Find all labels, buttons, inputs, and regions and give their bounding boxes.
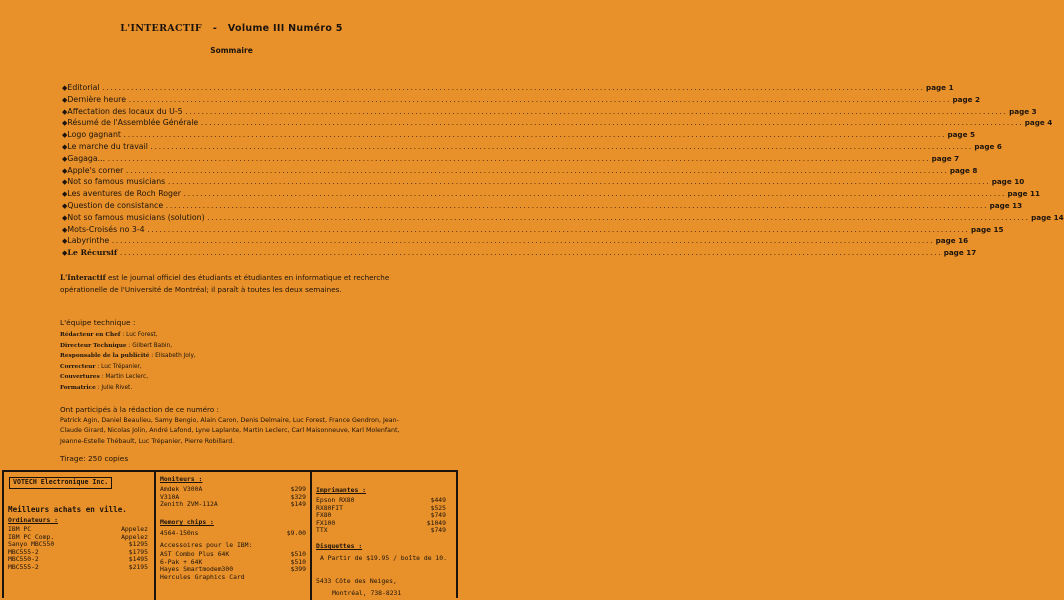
ad-product-price: $1495 <box>128 555 148 564</box>
toc-leader-dots: ........................................................................................................................................................................................................ <box>184 108 1008 116</box>
toc-item-page: page 11 <box>1007 189 1040 199</box>
team-name: : Gilbert Babin, <box>128 342 173 349</box>
toc-item-title: Not so famous musicians (solution) <box>67 212 205 222</box>
diamond-bullet-icon: ◆ <box>62 131 68 140</box>
team-role: Correcteur <box>60 363 96 370</box>
toc-item-title: Mots-Croisés no 3-4 <box>67 224 145 234</box>
ad-product-name: AST Combo Plus 64K <box>160 550 230 558</box>
ad-accessoires-list <box>160 551 306 581</box>
diamond-bullet-icon: ◆ <box>62 190 68 199</box>
ad-product-name: IBM PC <box>8 525 32 533</box>
ad-imprimantes-list <box>316 497 446 535</box>
toc-item <box>62 153 960 165</box>
toc-leader-dots: ........................................................................................................................................................................................................ <box>128 96 951 104</box>
ad-product-price: $749 <box>430 526 446 535</box>
team-member <box>60 383 196 394</box>
ad-product-price: Appelez <box>121 525 148 533</box>
toc-leader-dots: ........................................................................................................................................................................................................ <box>149 143 973 151</box>
ad-product-price: $1295 <box>128 540 148 549</box>
ad-product-name: FX100 <box>316 518 336 527</box>
team-role: Couvertures <box>60 374 100 381</box>
intro-paragraph <box>60 272 420 296</box>
ad-address: 5433 Côte des Neiges, <box>316 577 397 585</box>
ad-product-row <box>160 486 306 494</box>
toc-item-page: page 3 <box>1009 106 1037 116</box>
toc-item-title: Le marche du travail <box>67 141 148 151</box>
toc-item <box>62 212 1064 224</box>
ad-product-name: MBC555-2 <box>8 547 39 556</box>
diamond-bullet-icon: ◆ <box>62 95 68 104</box>
table-of-contents <box>62 82 1064 259</box>
toc-item-title: Affectation des locaux du U-5 <box>67 106 183 116</box>
toc-item-page: page 7 <box>931 153 960 163</box>
toc-item-page: page 17 <box>943 248 977 258</box>
toc-item-title: Apple's corner <box>67 165 124 175</box>
toc-item-page: page 16 <box>935 236 969 246</box>
ad-slogan: Meilleurs achats en ville. <box>8 505 127 514</box>
ad-product-name: RX80FIT <box>316 503 343 512</box>
diamond-bullet-icon: ◆ <box>62 107 68 116</box>
ad-product-row <box>160 501 306 509</box>
ad-disquettes-text: A Partir de $19.95 / boîte de 10. <box>320 554 447 562</box>
toc-leader-dots: ........................................................................................................................................................................................................ <box>125 167 948 175</box>
ad-divider-right <box>310 472 312 600</box>
ad-product-row <box>316 520 446 528</box>
team-member <box>60 362 196 373</box>
toc-item-title: Labyrinthe <box>67 236 110 246</box>
toc-item-page: page 8 <box>949 165 978 175</box>
toc-item-title: Gagaga... <box>67 153 106 163</box>
ad-product-price: $749 <box>430 511 446 520</box>
toc-leader-dots: ........................................................................................................................................................................................................ <box>165 202 988 210</box>
team-member <box>60 351 196 362</box>
ad-ordinateurs-title: Ordinateurs : <box>8 516 59 524</box>
diamond-bullet-icon: ◆ <box>62 178 68 187</box>
votech-advertisement <box>2 470 458 598</box>
toc-item-page: page 5 <box>947 130 975 140</box>
ad-product-name: Epson RX80 <box>316 496 355 504</box>
ad-divider-left <box>154 472 156 600</box>
ad-product-name: FX80 <box>316 511 332 520</box>
toc-item <box>62 165 978 177</box>
ad-product-row <box>316 527 446 535</box>
toc-leader-dots: ........................................................................................................................................................................................................ <box>167 179 990 187</box>
diamond-bullet-icon: ◆ <box>62 166 68 175</box>
ad-product-row <box>160 530 306 538</box>
team-member <box>60 330 196 341</box>
toc-item-title: Dernière heure <box>67 94 126 104</box>
toc-item-page: page 15 <box>971 224 1004 234</box>
ad-product-row <box>316 505 446 513</box>
ad-product-price: $1795 <box>128 547 148 556</box>
toc-item-page: page 13 <box>989 200 1023 210</box>
team-role: Rédacteur en Chef <box>60 332 121 338</box>
ad-product-price: $399 <box>290 565 306 574</box>
team-member <box>60 341 196 352</box>
toc-item-page: page 1 <box>926 83 954 92</box>
ad-product-name: TTX <box>316 526 328 535</box>
toc-item <box>62 224 1004 236</box>
toc-item-page: page 6 <box>974 141 1002 151</box>
team-role: Directeur Technique <box>60 342 127 349</box>
toc-item-page: page 2 <box>952 94 980 104</box>
toc-leader-dots: ........................................................................................................................................................................................................ <box>206 214 1030 222</box>
ad-product-name: IBM PC Comp. <box>8 532 55 541</box>
toc-item-page: page 14 <box>1031 212 1064 222</box>
ad-accessoires-title: Accessoires pour le IBM: <box>160 541 253 549</box>
ad-product-name: V310A <box>160 492 180 501</box>
header-separator: - <box>212 23 218 34</box>
team-name: : Martin Leclerc, <box>101 374 149 381</box>
ad-ordinateurs-list <box>8 526 148 572</box>
toc-leader-dots: ........................................................................................................................................................................................................ <box>107 155 930 163</box>
ad-moniteurs-title: Moniteurs : <box>160 475 203 483</box>
contributors-list: Patrick Agin, Daniel Beaulieu, Samy Bengio, Alain Caron, Denis Delmaire, Luc Forest, France Gendron, Jean-Claude Girard, Nicolas Jolin, André Lafond, Lyne Laplante, Martin Leclerc, Carl Maisonneuve, Karl Molenfant, Jeanne-Estelle Thébault, Luc Trépanier, Pierre Robillard. <box>60 417 400 445</box>
team-member <box>60 372 196 383</box>
ad-disquettes-title: Disquettes : <box>316 542 363 550</box>
toc-item <box>62 94 980 106</box>
page-header <box>0 23 463 34</box>
volume-label: Volume III Numéro 5 <box>227 23 343 34</box>
toc-item <box>62 141 1002 153</box>
ad-product-price: $2195 <box>128 562 148 571</box>
toc-leader-dots: ........................................................................................................................................................................................................ <box>183 191 1006 199</box>
publication-name: L'INTERACTIF <box>120 23 202 34</box>
toc-item-title: Le Récursif <box>67 248 118 258</box>
toc-item <box>62 129 975 141</box>
ad-product-price: $299 <box>290 485 306 493</box>
ad-moniteurs-list <box>160 486 306 509</box>
diamond-bullet-icon: ◆ <box>62 213 68 222</box>
diamond-bullet-icon: ◆ <box>62 225 68 234</box>
toc-leader-dots: ........................................................................................................................................................................................................ <box>111 238 934 246</box>
ad-product-price: $9.00 <box>286 529 306 537</box>
ad-product-price: $510 <box>290 557 306 566</box>
toc-leader-dots: ........................................................................................................................................................................................................ <box>122 132 946 140</box>
ad-product-name: MBC550-2 <box>8 555 39 564</box>
ad-product-price: $329 <box>290 492 306 501</box>
diamond-bullet-icon: ◆ <box>62 142 68 151</box>
diamond-bullet-icon: ◆ <box>62 154 68 163</box>
toc-item-title: Résumé de l'Assemblée Générale <box>67 118 199 128</box>
team-name: : Luc Forest, <box>122 332 158 338</box>
team-name: : Luc Trépanier, <box>97 363 142 370</box>
team-title: L'équipe technique : <box>60 318 136 327</box>
print-run: Tirage: 250 copies <box>60 454 129 463</box>
intro-text: est le journal officiel des étudiants et étudiantes en informatique et recherche opérationelle de l'Université de Montréal; il paraît à toutes les deux semaines. <box>60 273 390 294</box>
team-name: : Julie Rivet. <box>97 384 133 391</box>
diamond-bullet-icon: ◆ <box>62 249 68 258</box>
ad-product-price: $449 <box>430 496 446 504</box>
toc-item <box>62 117 1053 129</box>
ad-product-name: Hayes Smartmodem300 <box>160 565 234 574</box>
contributors-title: Ont participés à la rédaction de ce numéro : <box>60 405 219 414</box>
ad-imprimantes-title: Imprimantes : <box>316 486 367 494</box>
toc-item <box>62 188 1040 200</box>
toc-item <box>62 82 954 94</box>
team-list <box>60 330 196 394</box>
diamond-bullet-icon: ◆ <box>62 237 68 246</box>
ad-memory-title: Memory chips : <box>160 518 214 526</box>
toc-item <box>62 200 1023 212</box>
ad-product-price: $1049 <box>426 518 446 527</box>
toc-item <box>62 235 969 247</box>
diamond-bullet-icon: ◆ <box>62 119 68 128</box>
ad-product-name: Hercules Graphics Card <box>160 572 245 581</box>
toc-leader-dots: ........................................................................................................................................................................................................ <box>200 120 1023 128</box>
ad-product-row <box>160 574 306 582</box>
toc-leader-dots: ........................................................................................................................................................................................................ <box>146 226 970 234</box>
team-role: Responsable de la publicité <box>60 353 150 360</box>
ad-product-price: $149 <box>290 500 306 509</box>
ad-memory-list <box>160 530 306 538</box>
sommaire-title: Sommaire <box>210 46 253 55</box>
ad-product-price: $510 <box>290 550 306 558</box>
ad-product-row <box>8 564 148 572</box>
toc-item-page: page 10 <box>991 177 1025 187</box>
toc-item-title: Editorial <box>67 83 100 92</box>
toc-item-title: Les aventures de Roch Roger <box>67 189 181 199</box>
team-role: Formatrice <box>60 384 96 391</box>
toc-item <box>62 247 977 259</box>
ad-product-name: 6-Pak + 64K <box>160 557 203 566</box>
intro-publication-name: L'Interactif <box>60 273 106 282</box>
diamond-bullet-icon: ◆ <box>62 84 68 92</box>
ad-product-name: Sanyo MBC550 <box>8 540 55 549</box>
toc-leader-dots: ........................................................................................................................................................................................................ <box>101 85 925 92</box>
toc-item <box>62 176 1025 188</box>
ad-product-price: Appelez <box>121 532 148 541</box>
diamond-bullet-icon: ◆ <box>62 201 68 210</box>
ad-product-name: MBC555-2 <box>8 562 39 571</box>
toc-item-title: Not so famous musicians <box>67 177 166 187</box>
toc-item-title: Question de consistance <box>67 200 164 210</box>
ad-product-name: Zenith ZVM-112A <box>160 500 218 509</box>
ad-product-price: $525 <box>430 503 446 512</box>
toc-item <box>62 106 1037 118</box>
ad-phone: Montréal, 738-8231 <box>332 589 402 597</box>
team-name: : Elisabeth Joly, <box>151 353 196 360</box>
toc-leader-dots: ........................................................................................................................................................................................................ <box>119 250 942 258</box>
ad-product-name: Amdek V300A <box>160 485 203 493</box>
toc-item-page: page 4 <box>1024 118 1053 128</box>
ad-product-name: 4564-150ns <box>160 529 199 537</box>
ad-company-name: VOTECH Electronique Inc. <box>9 477 112 489</box>
toc-item-title: Logo gagnant <box>67 130 121 140</box>
